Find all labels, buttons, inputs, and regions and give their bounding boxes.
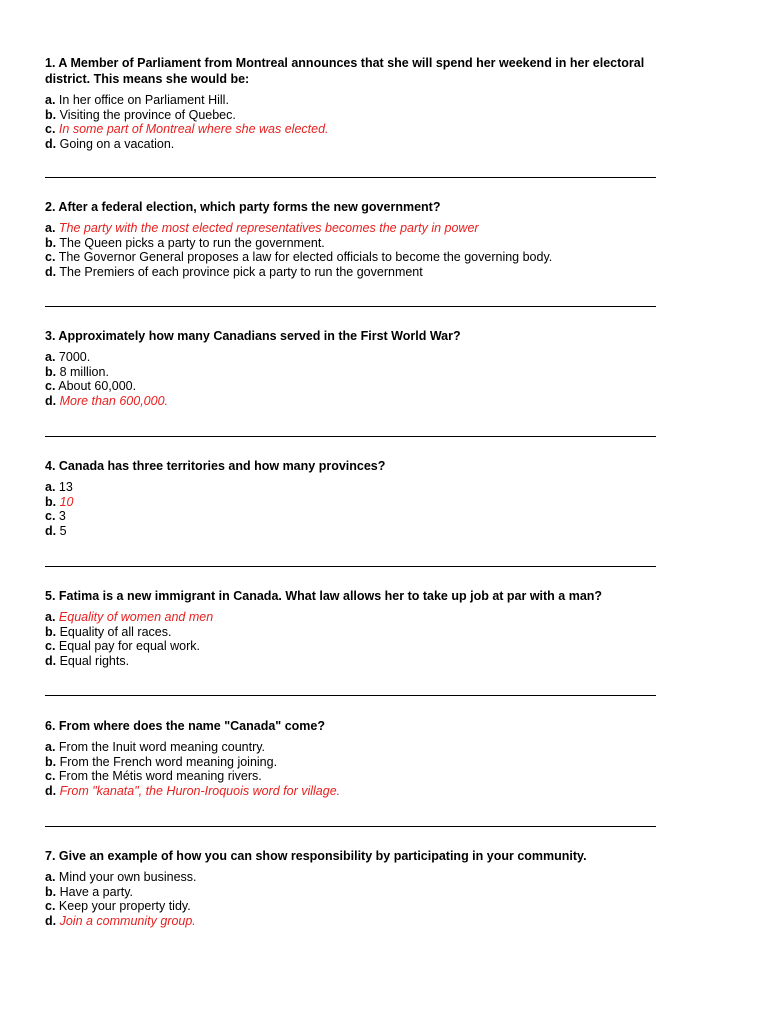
answer-letter: c.: [45, 769, 56, 784]
answer-d-correct: [45, 784, 657, 799]
answer-letter: c.: [45, 509, 56, 524]
question-text: 7. Give an example of how you can show responsibility by participating in your community.: [45, 849, 587, 863]
answer-letter: a.: [45, 870, 56, 884]
answer-list: [45, 480, 657, 538]
answer-text: The Governor General proposes a law for elected officials to become the governing body.: [58, 250, 553, 265]
divider: [45, 566, 656, 567]
answer-b: [45, 236, 657, 251]
question-6: [45, 718, 657, 798]
answer-d: [45, 524, 657, 539]
answer-letter: d.: [45, 264, 57, 279]
answer-letter: c.: [45, 639, 56, 654]
answer-a: [45, 480, 657, 495]
answer-text: From "kanata", the Huron-Iroquois word for village.: [59, 783, 341, 798]
answer-b: [45, 755, 657, 770]
answer-letter: d.: [45, 783, 57, 798]
answer-text: In her office on Parliament Hill.: [58, 93, 229, 107]
question-text: 4. Canada has three territories and how many provinces?: [45, 459, 386, 473]
answer-letter: c.: [45, 122, 56, 137]
question-3: [45, 328, 657, 408]
answer-letter: b.: [45, 235, 57, 250]
answer-text: 13: [58, 480, 73, 494]
question-2: [45, 199, 657, 279]
answer-list: [45, 610, 657, 668]
answer-text: More than 600,000.: [59, 393, 169, 408]
answer-letter: a.: [45, 740, 56, 754]
answer-d: [45, 265, 657, 280]
answer-letter: c.: [45, 899, 56, 914]
answer-c: [45, 250, 657, 265]
answer-list: [45, 350, 657, 408]
answer-d-correct: [45, 394, 657, 409]
answer-text: The Queen picks a party to run the government.: [59, 235, 325, 250]
answer-list: [45, 93, 657, 151]
answer-c: [45, 509, 657, 524]
divider: [45, 826, 656, 827]
answer-letter: b.: [45, 624, 57, 639]
answer-text: In some part of Montreal where she was elected.: [58, 122, 329, 137]
answer-letter: b.: [45, 494, 57, 509]
answer-b-correct: [45, 495, 657, 510]
answer-text: From the Métis word meaning rivers.: [58, 769, 262, 784]
answer-text: 7000.: [58, 350, 91, 364]
answer-letter: d.: [45, 393, 57, 408]
answer-letter: d.: [45, 653, 57, 668]
answer-c: [45, 379, 657, 394]
answer-text: From the Inuit word meaning country.: [58, 740, 266, 754]
answer-letter: b.: [45, 884, 57, 899]
answer-text: Equal rights.: [59, 653, 130, 668]
answer-text: 10: [59, 494, 74, 509]
question-text: 2. After a federal election, which party forms the new government?: [45, 200, 441, 214]
answer-text: Have a party.: [59, 884, 134, 899]
answer-letter: b.: [45, 107, 57, 122]
answer-letter: a.: [45, 610, 56, 624]
answer-letter: b.: [45, 364, 57, 379]
answer-list: [45, 221, 657, 279]
answer-text: Visiting the province of Quebec.: [59, 107, 236, 122]
answer-a: [45, 740, 657, 755]
answer-c: [45, 639, 657, 654]
answer-list: [45, 740, 657, 798]
answer-a-correct: [45, 221, 657, 236]
question-text: 5. Fatima is a new immigrant in Canada. What law allows her to take up job at par with a man?: [45, 589, 603, 603]
answer-d-correct: [45, 914, 657, 929]
question-text: 1. A Member of Parliament from Montreal announces that she will spend her weekend in her electoral district. This means she would be:: [45, 56, 645, 86]
question-5: [45, 588, 657, 668]
answer-text: Going on a vacation.: [59, 136, 175, 151]
answer-text: The party with the most elected representatives becomes the party in power: [58, 221, 479, 235]
divider: [45, 306, 656, 307]
answer-b: [45, 625, 657, 640]
answer-letter: a.: [45, 350, 56, 364]
answer-d: [45, 137, 657, 152]
divider: [45, 695, 656, 696]
question-4: [45, 458, 657, 538]
divider: [45, 436, 656, 437]
answer-text: Mind your own business.: [58, 870, 197, 884]
answer-c: [45, 769, 657, 784]
answer-c: [45, 899, 657, 914]
answer-a: [45, 350, 657, 365]
answer-b: [45, 108, 657, 123]
answer-b: [45, 885, 657, 900]
answer-a-correct: [45, 610, 657, 625]
answer-b: [45, 365, 657, 380]
answer-text: About 60,000.: [58, 379, 137, 394]
divider: [45, 177, 656, 178]
question-text: 6. From where does the name "Canada" come?: [45, 719, 325, 733]
answer-list: [45, 870, 657, 928]
question-7: [45, 848, 657, 928]
answer-letter: a.: [45, 93, 56, 107]
answer-letter: a.: [45, 480, 56, 494]
answer-text: Keep your property tidy.: [58, 899, 191, 914]
answer-letter: c.: [45, 379, 56, 394]
answer-text: Equal pay for equal work.: [58, 639, 200, 654]
answer-text: From the French word meaning joining.: [59, 754, 278, 769]
answer-letter: a.: [45, 221, 56, 235]
answer-letter: d.: [45, 136, 57, 151]
question-text: 3. Approximately how many Canadians served in the First World War?: [45, 329, 461, 343]
answer-text: 3: [58, 509, 66, 524]
answer-letter: d.: [45, 913, 57, 928]
answer-text: Join a community group.: [59, 913, 196, 928]
answer-letter: c.: [45, 250, 56, 265]
answer-text: 5: [59, 523, 67, 538]
answer-text: The Premiers of each province pick a party to run the government: [59, 264, 423, 279]
answer-letter: b.: [45, 754, 57, 769]
answer-text: Equality of all races.: [59, 624, 172, 639]
answer-letter: d.: [45, 523, 57, 538]
answer-a: [45, 93, 657, 108]
answer-d: [45, 654, 657, 669]
answer-c-correct: [45, 122, 657, 137]
answer-a: [45, 870, 657, 885]
question-1: [45, 55, 657, 151]
answer-text: 8 million.: [59, 364, 109, 379]
answer-text: Equality of women and men: [58, 610, 214, 624]
